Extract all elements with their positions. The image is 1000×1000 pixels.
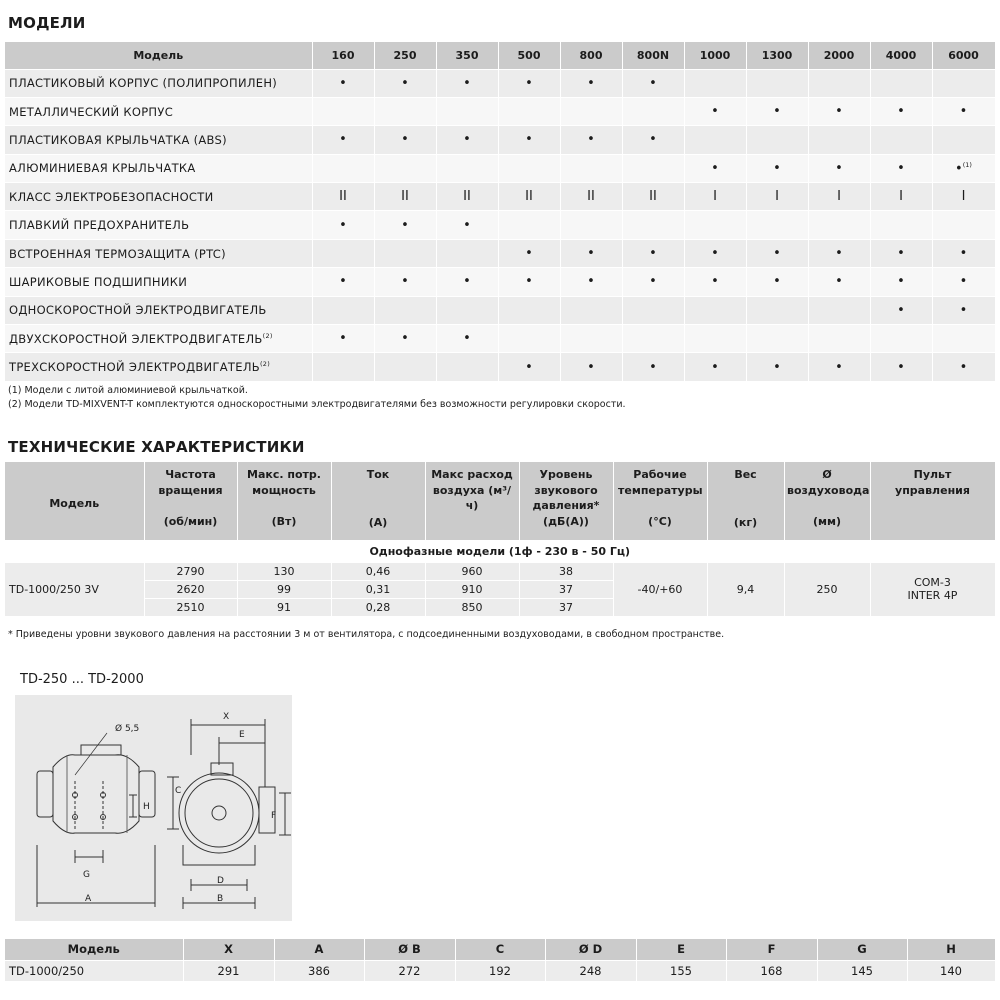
feature-cell [436, 353, 498, 381]
feature-row [5, 126, 995, 154]
feature-cell: • [374, 211, 436, 239]
dims-col: A [274, 939, 364, 960]
feature-cell: • [746, 268, 808, 296]
feature-cell [684, 325, 746, 353]
feature-row [5, 211, 995, 239]
dims-col: E [636, 939, 726, 960]
feature-cell [312, 239, 374, 267]
feature-label: ОДНОСКОРОСТНОЙ ЭЛЕКТРОДВИГАТЕЛЬ [5, 296, 312, 324]
feature-cell: • [870, 268, 932, 296]
feature-cell: • [622, 69, 684, 97]
models-header-row [5, 42, 995, 69]
feature-label: ПЛАСТИКОВАЯ КРЫЛЬЧАТКА (ABS) [5, 126, 312, 154]
col-model: Модель [5, 462, 144, 540]
feature-cell: • [932, 353, 995, 381]
feature-cell: • [374, 126, 436, 154]
col-model-8: 1300 [746, 42, 808, 69]
feature-cell: • [498, 69, 560, 97]
feature-cell: •$^{(1)}$ [932, 154, 995, 182]
cell-noise: 37 [519, 598, 613, 616]
feature-cell [746, 325, 808, 353]
feature-cell: II [312, 183, 374, 211]
feature-cell [746, 126, 808, 154]
feature-row [5, 69, 995, 97]
feature-cell [870, 69, 932, 97]
feature-cell [684, 211, 746, 239]
feature-label: ВСТРОЕННАЯ ТЕРМОЗАЩИТА (PTC) [5, 239, 312, 267]
feature-cell [560, 211, 622, 239]
feature-cell [312, 97, 374, 125]
dims-cell: 386 [274, 960, 364, 981]
feature-cell: II [498, 183, 560, 211]
col-model-9: 2000 [808, 42, 870, 69]
feature-cell: • [808, 239, 870, 267]
dims-cell: 272 [364, 960, 455, 981]
cell-power: 91 [237, 598, 331, 616]
feature-cell [932, 69, 995, 97]
feature-cell [684, 126, 746, 154]
feature-cell: • [808, 353, 870, 381]
feature-cell: • [684, 154, 746, 182]
feature-cell [622, 296, 684, 324]
feature-cell: I [684, 183, 746, 211]
feature-cell [498, 325, 560, 353]
feature-cell [808, 325, 870, 353]
feature-cell [870, 325, 932, 353]
feature-row [5, 268, 995, 296]
feature-row [5, 296, 995, 324]
feature-cell [312, 353, 374, 381]
feature-cell: • [746, 239, 808, 267]
dims-header-row [5, 939, 995, 960]
label-a: A [85, 894, 92, 904]
feature-label: ПЛАСТИКОВЫЙ КОРПУС (ПОЛИПРОПИЛЕН) [5, 69, 312, 97]
note-1: (1) Модели с литой алюминиевой крыльчаткой. [8, 385, 248, 396]
feature-cell: • [870, 296, 932, 324]
cell-noise: 38 [519, 562, 613, 580]
feature-cell [870, 211, 932, 239]
dims-cell: 192 [455, 960, 545, 981]
feature-cell: II [436, 183, 498, 211]
cell-power: 130 [237, 562, 331, 580]
feature-cell [436, 97, 498, 125]
tech-caption: Однофазные модели (1ф - 230 в - 50 Гц) [5, 540, 995, 562]
col-model-7: 1000 [684, 42, 746, 69]
label-g: G [83, 870, 90, 880]
col-weight: Вес (кг) [707, 462, 784, 540]
feature-label: ПЛАВКИЙ ПРЕДОХРАНИТЕЛЬ [5, 211, 312, 239]
tech-title: ТЕХНИЧЕСКИЕ ХАРАКТЕРИСТИКИ [8, 438, 305, 456]
cell-current: 0,31 [331, 580, 425, 598]
feature-label: ШАРИКОВЫЕ ПОДШИПНИКИ [5, 268, 312, 296]
feature-cell: • [932, 296, 995, 324]
col-noise: Уровень звукового давления* (дБ(А)) [519, 462, 613, 540]
models-notes [8, 384, 626, 412]
feature-cell [374, 154, 436, 182]
label-f: F [271, 811, 277, 821]
feature-label: КЛАСС ЭЛЕКТРОБЕЗОПАСНОСТИ [5, 183, 312, 211]
feature-cell [560, 325, 622, 353]
feature-cell [312, 154, 374, 182]
label-x: X [223, 712, 230, 722]
feature-label: АЛЮМИНИЕВАЯ КРЫЛЬЧАТКА [5, 154, 312, 182]
cell-airflow: 960 [425, 562, 519, 580]
feature-cell [498, 97, 560, 125]
feature-cell [684, 69, 746, 97]
feature-cell: • [498, 353, 560, 381]
dims-cell: 168 [726, 960, 817, 981]
feature-cell: • [622, 268, 684, 296]
fan-drawing-svg [15, 695, 292, 921]
drawing-title: TD-250 ... TD-2000 [20, 672, 144, 687]
col-duct: Ø воздуховода (мм) [784, 462, 870, 540]
models-table [5, 42, 996, 381]
cell-noise: 37 [519, 580, 613, 598]
dims-col: Модель [5, 939, 183, 960]
cell-airflow: 910 [425, 580, 519, 598]
feature-cell: • [684, 268, 746, 296]
feature-cell: • [870, 154, 932, 182]
cell-weight: 9,4 [707, 562, 784, 616]
dims-cell: 291 [183, 960, 274, 981]
col-current: Ток (А) [331, 462, 425, 540]
feature-label: МЕТАЛЛИЧЕСКИЙ КОРПУС [5, 97, 312, 125]
feature-cell [808, 69, 870, 97]
feature-cell [746, 296, 808, 324]
feature-cell: I [932, 183, 995, 211]
feature-cell [312, 296, 374, 324]
feature-cell: • [498, 126, 560, 154]
footnote-mark: (1) [962, 160, 972, 169]
feature-cell [684, 296, 746, 324]
feature-cell: • [932, 268, 995, 296]
feature-cell [374, 97, 436, 125]
feature-cell [746, 69, 808, 97]
dims-cell: 140 [907, 960, 995, 981]
feature-cell: • [808, 268, 870, 296]
cell-duct: 250 [784, 562, 870, 616]
feature-cell: • [498, 268, 560, 296]
col-airflow: Макс расход воздуха (м³/ч) [425, 462, 519, 540]
col-model-1: 160 [312, 42, 374, 69]
feature-cell: • [746, 154, 808, 182]
feature-cell: II [560, 183, 622, 211]
feature-cell [870, 126, 932, 154]
dims-col: G [817, 939, 907, 960]
feature-cell [932, 211, 995, 239]
feature-cell: • [684, 239, 746, 267]
feature-cell [932, 126, 995, 154]
cell-current: 0,28 [331, 598, 425, 616]
feature-cell: • [870, 353, 932, 381]
col-remote: Пульт управления [870, 462, 995, 540]
feature-cell: • [560, 268, 622, 296]
footnote-mark: (2) [259, 360, 271, 369]
col-temp: Рабочие температуры (°С) [613, 462, 707, 540]
footnote-mark: (2) [262, 331, 273, 340]
feature-cell [808, 211, 870, 239]
dims-col: C [455, 939, 545, 960]
feature-cell [622, 154, 684, 182]
feature-row [5, 154, 995, 182]
col-model-6: 800N [622, 42, 684, 69]
dims-cell: 145 [817, 960, 907, 981]
feature-cell: • [808, 97, 870, 125]
feature-cell: • [746, 353, 808, 381]
feature-cell: • [436, 211, 498, 239]
dims-col: X [183, 939, 274, 960]
feature-cell [374, 296, 436, 324]
label-d: D [217, 876, 224, 886]
feature-cell: • [374, 69, 436, 97]
feature-cell: • [436, 69, 498, 97]
feature-cell: • [684, 353, 746, 381]
tech-table [5, 462, 996, 616]
feature-label: ТРЕХСКОРОСТНОЙ ЭЛЕКТРОДВИГАТЕЛЬ$^{(2)}$ [5, 353, 312, 381]
feature-cell [808, 296, 870, 324]
feature-row [5, 325, 995, 353]
feature-cell: • [374, 268, 436, 296]
feature-cell: • [560, 69, 622, 97]
feature-cell: • [436, 268, 498, 296]
feature-cell: • [312, 126, 374, 154]
col-model-3: 350 [436, 42, 498, 69]
feature-cell [374, 353, 436, 381]
feature-cell [746, 211, 808, 239]
feature-row [5, 97, 995, 125]
col-model-10: 4000 [870, 42, 932, 69]
feature-cell: • [312, 268, 374, 296]
feature-cell [622, 97, 684, 125]
dims-col: H [907, 939, 995, 960]
feature-cell: • [312, 211, 374, 239]
label-b: B [217, 894, 224, 904]
feature-cell [436, 239, 498, 267]
cell-airflow: 850 [425, 598, 519, 616]
dimensions-table [5, 939, 996, 981]
fan-dimension-drawing [15, 695, 292, 921]
tech-row-1 [5, 562, 995, 580]
label-hole: Ø 5,5 [115, 724, 140, 734]
feature-cell: • [560, 126, 622, 154]
feature-cell [498, 211, 560, 239]
feature-cell [808, 126, 870, 154]
feature-cell: • [932, 97, 995, 125]
cell-speed: 2790 [144, 562, 237, 580]
feature-row [5, 353, 995, 381]
tech-header-row [5, 462, 995, 540]
dims-cell: 155 [636, 960, 726, 981]
feature-cell [932, 325, 995, 353]
feature-cell [622, 325, 684, 353]
feature-row [5, 183, 995, 211]
feature-cell: II [374, 183, 436, 211]
cell-speed: 2620 [144, 580, 237, 598]
feature-cell: • [808, 154, 870, 182]
feature-cell: • [436, 126, 498, 154]
feature-cell [436, 296, 498, 324]
tech-footnote: * Приведены уровни звукового давления на расстоянии 3 м от вентилятора, с подсоединенными воздуховодами, в свободном пространстве. [8, 629, 725, 640]
dims-col: Ø B [364, 939, 455, 960]
feature-cell: • [622, 353, 684, 381]
feature-cell [622, 211, 684, 239]
feature-cell: • [622, 239, 684, 267]
cell-remote: COM-3 INTER 4P [870, 562, 995, 616]
feature-cell [560, 296, 622, 324]
models-title: МОДЕЛИ [8, 14, 86, 32]
feature-row [5, 239, 995, 267]
cell-current: 0,46 [331, 562, 425, 580]
feature-cell: • [374, 325, 436, 353]
dims-model: TD-1000/250 [5, 960, 183, 981]
feature-cell: II [622, 183, 684, 211]
col-speed: Частота вращения (об/мин) [144, 462, 237, 540]
note-2: (2) Модели TD-MIXVENT-T комплектуются односкоростными электродвигателями без возможности регулировки скорости. [8, 399, 626, 410]
feature-label: ДВУХСКОРОСТНОЙ ЭЛЕКТРОДВИГАТЕЛЬ$^{(2)}$ [5, 325, 312, 353]
dims-col: F [726, 939, 817, 960]
dims-cell: 248 [545, 960, 636, 981]
feature-cell: • [684, 97, 746, 125]
cell-speed: 2510 [144, 598, 237, 616]
feature-cell [498, 296, 560, 324]
feature-cell [436, 154, 498, 182]
col-model-4: 500 [498, 42, 560, 69]
feature-cell [560, 154, 622, 182]
col-model-2: 250 [374, 42, 436, 69]
feature-cell: • [560, 239, 622, 267]
dims-data-row [5, 960, 995, 981]
col-power: Макс. потр. мощность (Вт) [237, 462, 331, 540]
feature-cell [374, 239, 436, 267]
feature-cell: • [870, 239, 932, 267]
feature-cell: • [746, 97, 808, 125]
feature-cell: • [870, 97, 932, 125]
dims-col: Ø D [545, 939, 636, 960]
feature-cell: I [870, 183, 932, 211]
label-e: E [239, 730, 245, 740]
feature-cell [498, 154, 560, 182]
feature-cell [560, 97, 622, 125]
tech-model: TD-1000/250 3V [5, 562, 144, 616]
label-c: C [175, 786, 182, 796]
cell-temp: -40/+60 [613, 562, 707, 616]
feature-cell: I [808, 183, 870, 211]
feature-cell: • [932, 239, 995, 267]
feature-cell: • [622, 126, 684, 154]
col-model: Модель [5, 42, 312, 69]
col-model-11: 6000 [932, 42, 995, 69]
cell-power: 99 [237, 580, 331, 598]
feature-cell: • [312, 69, 374, 97]
feature-cell: • [560, 353, 622, 381]
feature-cell: I [746, 183, 808, 211]
feature-cell: • [312, 325, 374, 353]
col-model-5: 800 [560, 42, 622, 69]
feature-cell: • [498, 239, 560, 267]
label-h: H [143, 802, 150, 812]
feature-cell: • [436, 325, 498, 353]
